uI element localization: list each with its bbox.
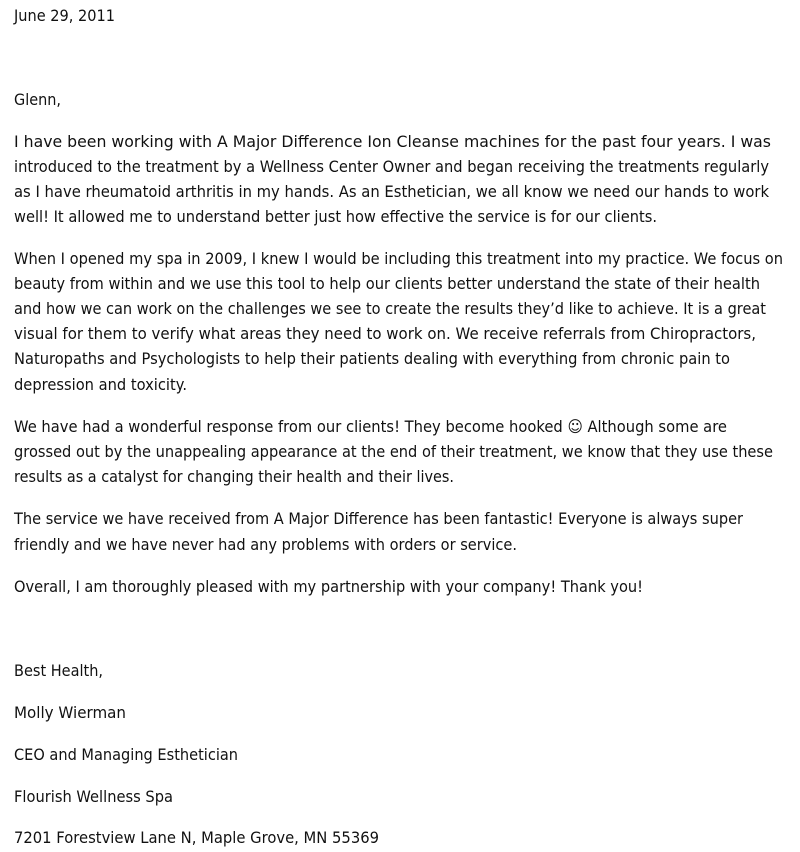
signature-title: CEO and Managing Esthetician	[14, 745, 238, 764]
paragraph-line: grossed out by the unappealing appearance at the end of their treatment, we know that they use these	[14, 442, 773, 461]
paragraph-line: The service we have received from A Major Difference has been fantastic! Everyone is always super	[14, 509, 743, 528]
letter-closing: Best Health,	[14, 661, 103, 680]
paragraph-line: beauty from within and we use this tool to help our clients better understand the state of their health	[14, 274, 760, 293]
paragraph-line: results as a catalyst for changing their health and their lives.	[14, 467, 454, 486]
signature-address: 7201 Forestview Lane N, Maple Grove, MN 55369	[14, 828, 379, 847]
paragraph-line: When I opened my spa in 2009, I knew I would be including this treatment into my practice. We focus on	[14, 249, 783, 268]
paragraph-line: visual for them to verify what areas they need to work on. We receive referrals from Chiropractors,	[14, 324, 756, 343]
paragraph-line: and how we can work on the challenges we see to create the results they’d like to achieve. It is a great	[14, 299, 766, 318]
paragraph-line: depression and toxicity.	[14, 375, 187, 394]
signature-name: Molly Wierman	[14, 703, 126, 722]
letter-salutation: Glenn,	[14, 90, 61, 109]
paragraph-line: I have been working with A Major Difference Ion Cleanse machines for the past four years. I was	[14, 132, 771, 151]
paragraph-line: as I have rheumatoid arthritis in my hands. As an Esthetician, we all know we need our hands to work	[14, 182, 769, 201]
signature-company: Flourish Wellness Spa	[14, 787, 173, 806]
paragraph-line: friendly and we have never had any problems with orders or service.	[14, 535, 517, 554]
letter-date: June 29, 2011	[14, 6, 115, 25]
paragraph-line: introduced to the treatment by a Wellness Center Owner and began receiving the treatments regularly	[14, 157, 769, 176]
paragraph-line: Overall, I am thoroughly pleased with my partnership with your company! Thank you!	[14, 577, 643, 596]
paragraph-line: Naturopaths and Psychologists to help their patients dealing with everything from chronic pain to	[14, 349, 730, 368]
paragraph-line: We have had a wonderful response from our clients! They become hooked ☺ Although some are	[14, 417, 727, 436]
paragraph-line: well! It allowed me to understand better just how effective the service is for our clients.	[14, 207, 657, 226]
